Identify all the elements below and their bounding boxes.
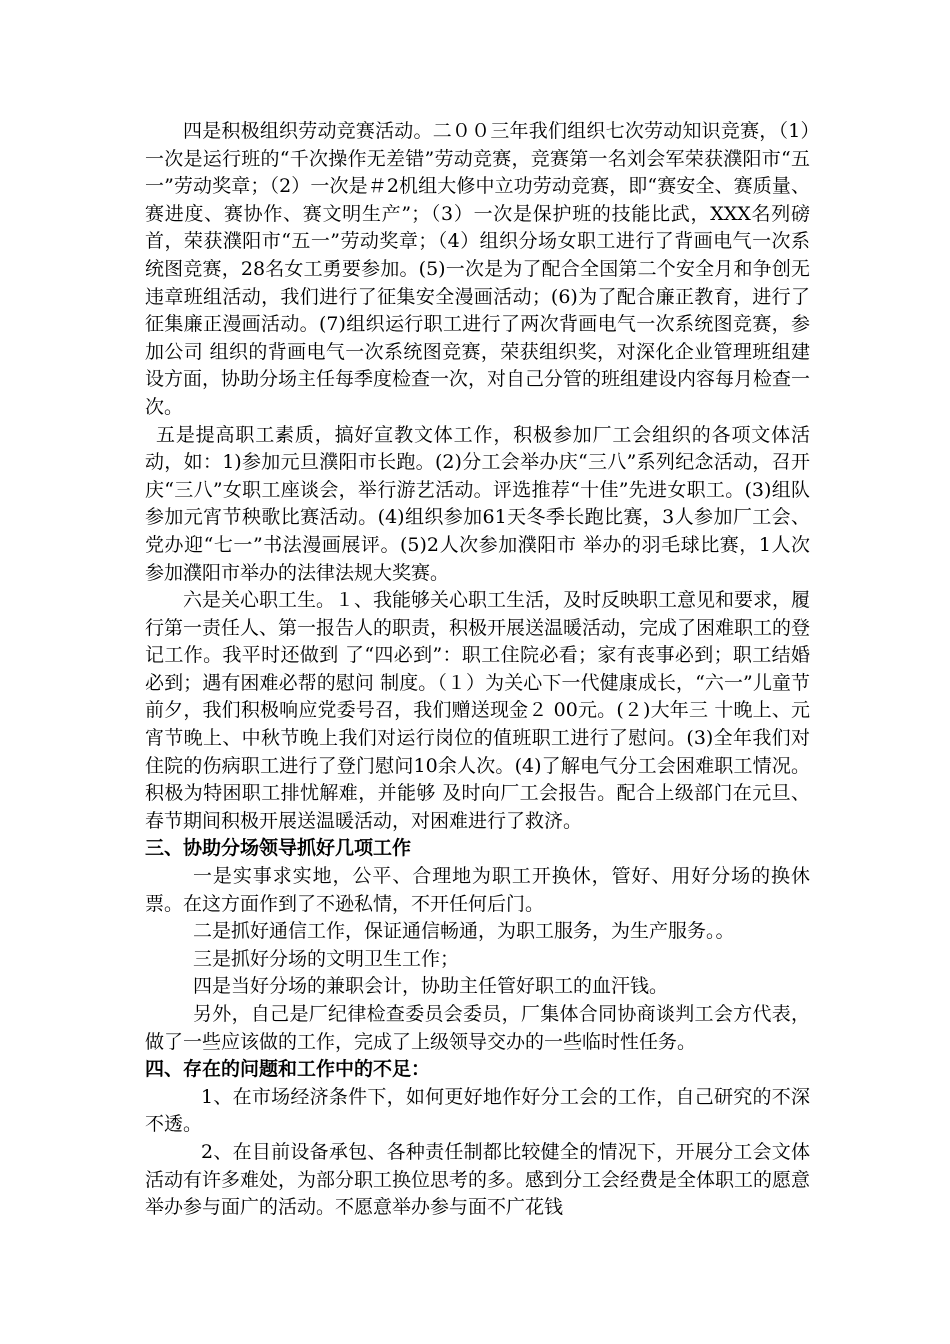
paragraph-employee-care: 六是关心职工生。１、我能够关心职工生活，及时反映职工意见和要求，履行第一责任人、第一报告人的职责，积极开展送温暖活动，完成了困难职工的登记工作。我平时还做到 了“四必到”：职工住院必看；家有丧事必到；职工结婚必到；遇有困难必帮的慰问 制度。（１）为关心下一代健康成长，“六一”儿童节前夕，我们积极响应党委号召，我们赠送现金２ 00元。(２)大年三 十晚上、元宵节晚上、中秋节晚上我们对运行岗位的值班职工进行了慰问。(3)全年我们对住院的伤病职工进行了登门慰问10余人次。(4)了解电气分工会困难职工情况。积极为特困职工排忧解难，并能够 及时向厂工会报告。配合上级部门在元旦、春节期间积极开展送温暖活动，对困难进行了救济。 (145, 589, 811, 832)
document-body (145, 118, 810, 1222)
paragraph-labor-competition: 四是积极组织劳动竞赛活动。二００三年我们组织七次劳动知识竞赛，（1）一次是运行班的“千次操作无差错”劳动竞赛，竞赛第一名刘会军荣获濮阳市“五一”劳动奖章；（2）一次是＃2机组大修中立功劳动竞赛，即“赛安全、赛质量、赛进度、赛协作、赛文明生产”；（3）一次是保护班的技能比武，XXX名列磅首，荣获濮阳市“五一”劳动奖章；（4）组织分场女职工进行了背画电气一次系统图竞赛，28名女工勇要参加。(5)一次是为了配合全国第二个安全月和争创无违章班组活动，我们进行了征集安全漫画活动；(6)为了配合廉正教育，进行了征集廉正漫画活动。(7)组织运行职工进行了两次背画电气一次系统图竞赛，参加公司 组织的背画电气一次系统图竞赛，荣获组织奖，对深化企业管理班组建设方面，协助分场主任每季度检查一次，对自己分管的班组建设内容每月检查一次。 (145, 120, 811, 418)
paragraph-culture-sports: 五是提高职工素质，搞好宣教文体工作，积极参加厂工会组织的各项文体活动，如：1)参加元旦濮阳市长跑。(2)分工会举办庆“三八”系列纪念活动，召开庆“三八”女职工座谈会，举行游艺活动。评选推荐“十佳”先进女职工。(3)组队参加元宵节秧歌比赛活动。(4)组织参加61天冬季长跑比赛，3人参加厂工会、党办迎“七一”书法漫画展评。(5)2人次参加濮阳市 举办的羽毛球比赛，1人次参加濮阳市举办的法律法规大奖赛。 (145, 423, 810, 584)
section-heading-4: 四、存在的问题和工作中的不足： (145, 1058, 431, 1081)
paragraph-issue-2: 2、在目前设备承包、各种责任制都比较健全的情况下，开展分工会文体活动有许多难处，为部分职工换位思考的多。感到分工会经费是全体职工的愿意举办参与面广的活动。不愿意举办参与面不广花钱 (145, 1140, 811, 1219)
paragraph-communications: 二是抓好通信工作，保证通信畅通，为职工服务，为生产服务。。 (193, 920, 735, 943)
paragraph-issue-1: 1、在市场经济条件下，如何更好地作好分工会的工作，自己研究的不深不透。 (145, 1085, 810, 1136)
section-heading-3: 三、协助分场领导抓好几项工作 (145, 837, 412, 860)
paragraph-hygiene: 三是抓好分场的文明卫生工作； (193, 947, 460, 970)
paragraph-shift-leave: 一是实事求实地，公平、合理地为职工开换休，管好、用好分场的换休票。在这方面作到了不逊私情，不开任何后门。 (145, 865, 810, 915)
paragraph-accounting: 四是当好分场的兼职会计，协助主任管好职工的血汗钱。 (193, 975, 669, 998)
paragraph-other-duties: 另外，自己是厂纪律检查委员会委员，厂集体合同协商谈判工会方代表，做了一些应该做的工作，完成了上级领导交办的一些临时性任务。 (145, 1003, 810, 1053)
